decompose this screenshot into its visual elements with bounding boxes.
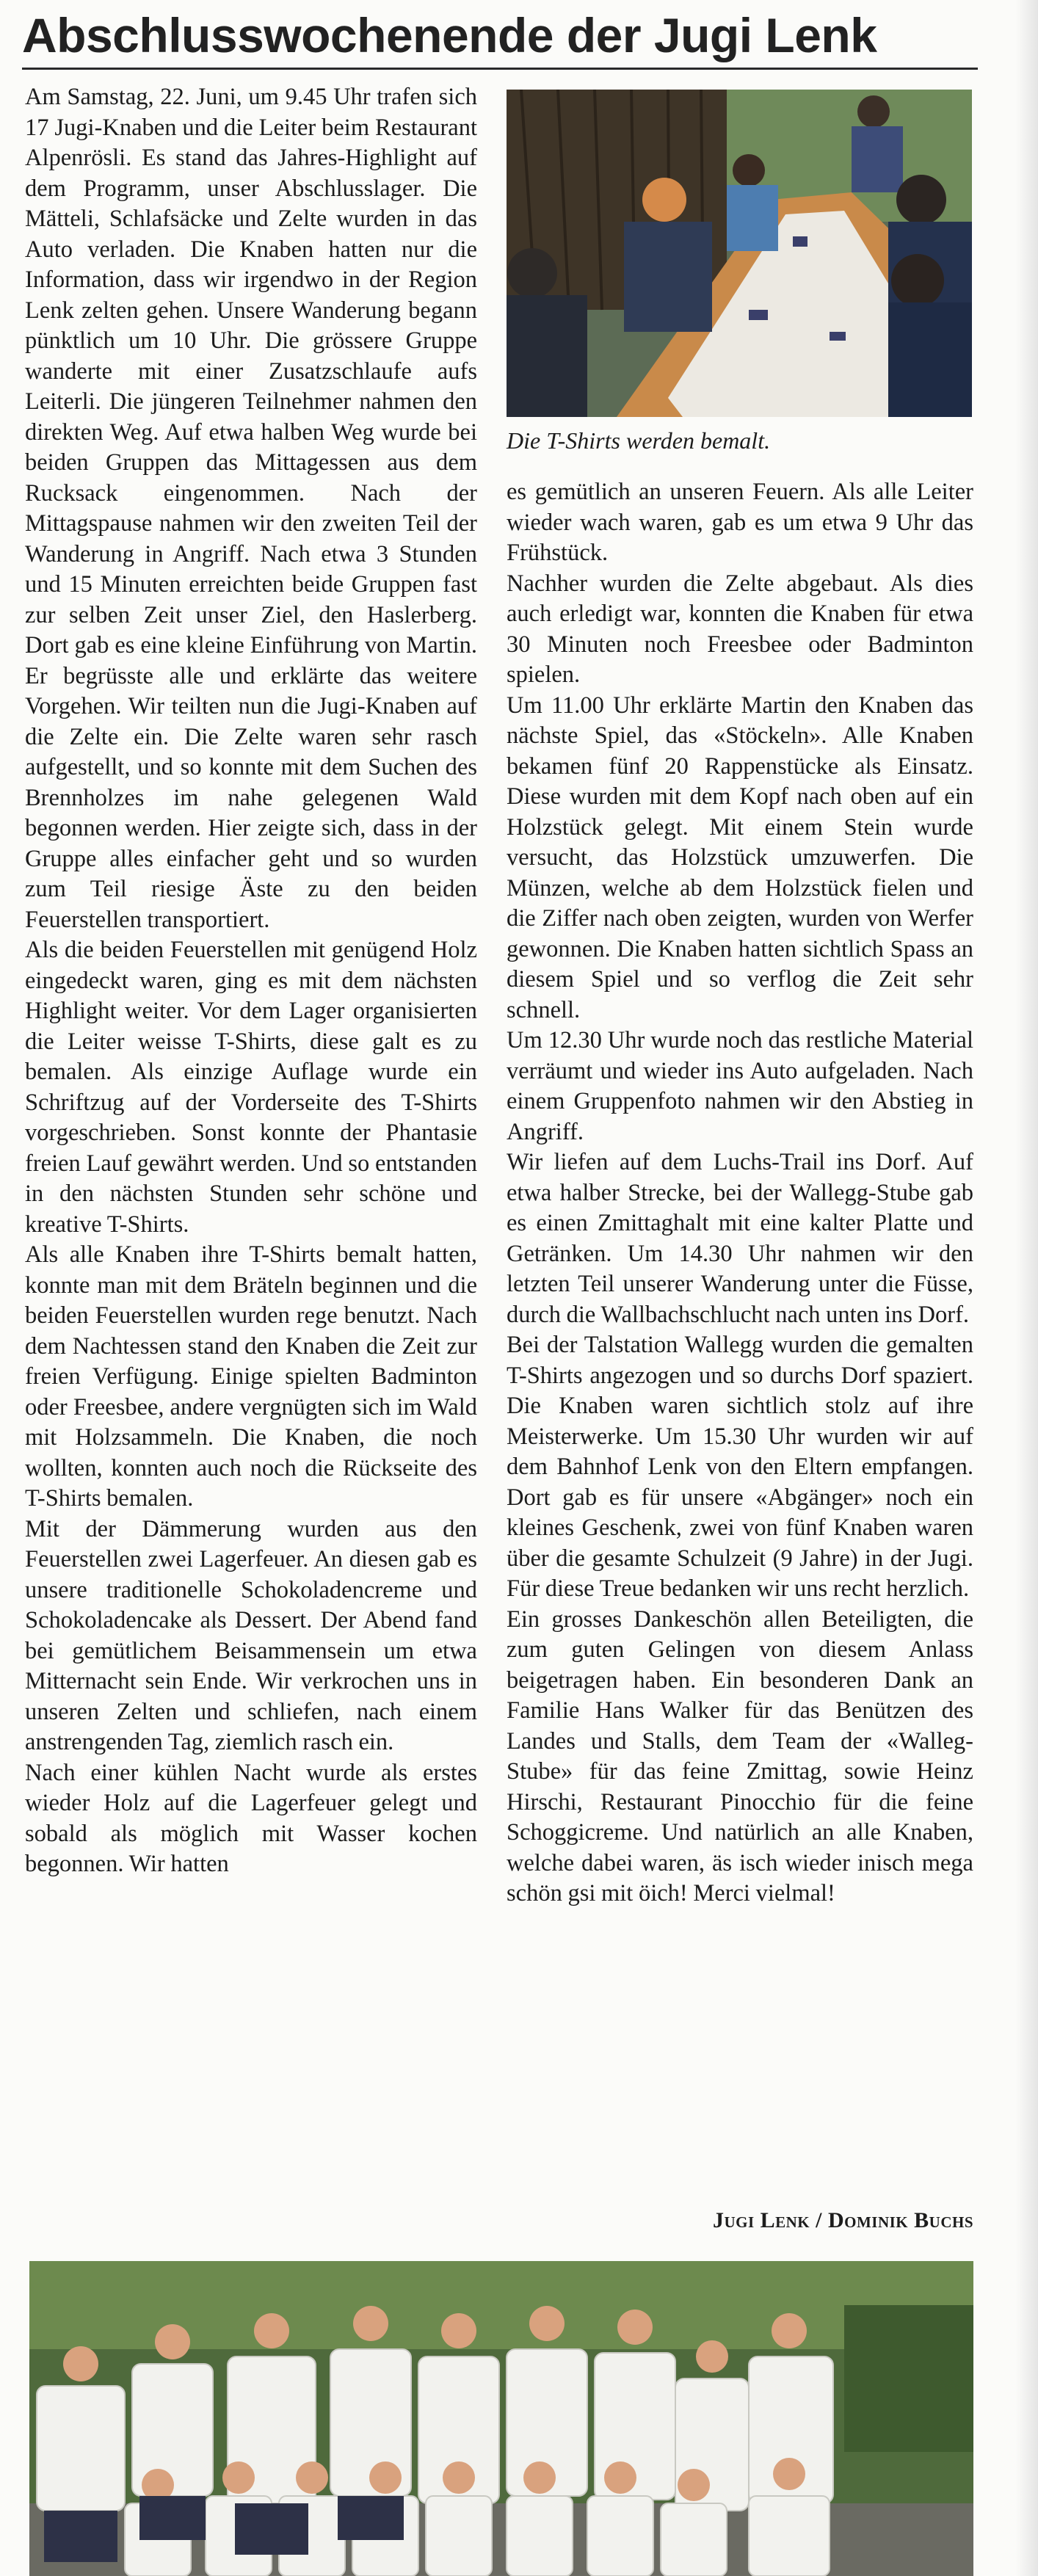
paragraph-closing: Ein grosses Dankeschön allen Beteiligten, die zum guten Gelingen von diesem Anlass beigetragen haben. Ein besonderen Dank an Familie Hans Walker für das Benützen des Landes und Stalls, dem Team der «Walleg-Stube» für das feine Zmittag, sowie Heinz Hirschi, Restaurant Pinocchio für die feine Schoggicreme. Und natürlich an alle Knaben, welche dabei waren, äs isch wieder inisch mega schön gsi mit öich! Merci vielmal!: [507, 1606, 973, 1906]
article-column-right: [507, 477, 973, 2195]
paragraph-right-1: es gemütlich an unseren Feuern. Als alle Leiter wieder wach waren, gab es um etwa 9 Uhr das Frühstück.: [507, 479, 973, 566]
paragraph-right-4: Um 12.30 Uhr wurde noch das restliche Material verräumt und wieder ins Auto aufgeladen. Nach einem Gruppenfoto nahmen wir den Abstieg in Angriff.: [507, 1027, 973, 1145]
article-credit: Jugi Lenk / Dominik Buchs: [712, 2208, 973, 2232]
paragraph-right-2: Nachher wurden die Zelte abgebaut. Als dies auch erledigt war, konnten die Knaben für etwa 30 Minuten noch Freesbee oder Badminton spielen.: [507, 570, 973, 688]
paragraph-right-3: Um 11.00 Uhr erklärte Martin den Knaben das nächste Spiel, das «Stöckeln». Alle Knaben bekamen fünf 20 Rappenstücke als Einsatz. Diese wurden mit dem Kopf nach oben auf ein Holzstück gelegt. Mit einem Stein wurde versucht, das Holzstück umzuwerfen. Die Münzen, welche ab dem Holzstück fielen und die Ziffer nach oben zeigten, wurden von Werfer gewonnen. Die Knaben hatten sichtlich Spass an diesem Spiel und so verflog die Zeit sehr schnell.: [507, 692, 973, 1023]
paragraph-left-2: Als die beiden Feuerstellen mit genügend Holz eingedeckt waren, ging es mit dem nächsten Highlight weiter. Vor dem Lager organisierten die Leiter weisse T-Shirts, diese galt es zu bemalen. Als einzige Auflage wurde ein Schriftzug auf der Vorderseite des T-Shirts vorgeschrieben. Sonst konnte der Phantasie freien Lauf gewährt werden. Und so entstanden in den nächsten Stunden sehr schöne und kreative T-Shirts.: [25, 937, 477, 1238]
paragraph-right-6: Bei der Talstation Wallegg wurden die gemalten T-Shirts angezogen und so durchs Dorf spaziert. Die Knaben waren sichtlich stolz auf ihre Meisterwerke. Um 15.30 Uhr wurden wir auf dem Bahnhof Lenk von den Eltern empfangen. Dort gab es für unsere «Abgänger» noch ein kleines Geschenk, zwei von fünf Knaben waren über die gesamte Schulzeit (9 Jahre) in der Jugi. Für diese Treue bedanken wir uns recht herzlich.: [507, 1332, 973, 1602]
paragraph-left-4: Mit der Dämmerung wurden aus den Feuerstellen zwei Lagerfeuer. An diesen gab es unsere traditionelle Schokoladencreme und Schokoladencake als Dessert. Der Abend fand bei gemütlichem Beisammensein um etwa Mitternacht sein Ende. Wir verkrochen uns in unseren Zelten und schliefen, nach einem anstrengenden Tag, ziemlich rasch ein.: [25, 1515, 477, 1755]
photo-group: [29, 2261, 973, 2576]
paragraph-right-5: Wir liefen auf dem Luchs-Trail ins Dorf. Auf etwa halber Strecke, bei der Wallegg-Stube gab es einen Zmittaghalt mit eine kalter Platte und Getränken. Um 14.30 Uhr nahmen wir den letzten Teil unserer Wanderung unter die Füsse, durch die Wallbachschlucht nach unten ins Dorf.: [507, 1149, 973, 1328]
paragraph-left-5: Nach einer kühlen Nacht wurde als erstes wieder Holz auf die Lagerfeuer gelegt und sobald als möglich mit Wasser kochen begonnen. Wir hatten: [25, 1759, 477, 1877]
page-edge-shadow: [1016, 0, 1038, 2576]
photo-caption: Die T-Shirts werden bemalt.: [507, 427, 771, 454]
article-title: Abschlusswochenende der Jugi Lenk: [22, 8, 877, 62]
paragraph-left-3: Als alle Knaben ihre T-Shirts bemalt hatten, konnte man mit dem Bräteln beginnen und die beiden Feuerstellen wurden rege benutzt. Nach dem Nachtessen stand den Knaben die Zeit zur freien Verfügung. Einige spielten Badminton oder Freesbee, andere vergnügten sich im Wald mit Holzsammeln. Die Knaben, die noch wollten, konnten auch noch die Rückseite des T-Shirts bemalen.: [25, 1241, 477, 1512]
photo-tshirt-painting: [507, 90, 972, 417]
article-column-left: [25, 82, 477, 2241]
paragraph-left-1: Am Samstag, 22. Juni, um 9.45 Uhr trafen sich 17 Jugi-Knaben und die Leiter beim Restaurant Alpenrösli. Es stand das Jahres-Highlight auf dem Programm, unser Abschlusslager. Die Mätteli, Schlafsäcke und Zelte wurden in das Auto verladen. Die Knaben hatten nur die Information, dass wir irgendwo in der Region Lenk zelten gehen. Unsere Wanderung begann pünktlich um 10 Uhr. Die grössere Gruppe wanderte mit einer Zusatzschlaufe aufs Leiterli. Die jüngeren Teilnehmer nahmen den direkten Weg. Auf etwa halben Weg wurde bei beiden Gruppen das Mittagessen aus dem Rucksack eingenommen. Nach der Mittagspause nahmen wir den zweiten Teil der Wanderung in Angriff. Nach etwa 3 Stunden und 15 Minuten erreichten beide Gruppen fast zur selben Zeit unser Ziel, den Haslerberg. Dort gab es eine kleine Einführung von Martin. Er begrüsste alle und erklärte das weitere Vorgehen. Wir teilten nun die Jugi-Knaben auf die Zelte ein. Die Zelte waren sehr rasch aufgestellt, und so konnte mit dem Suchen des Brennholzes im nahe gelegenen Wald begonnen werden. Hier zeigte sich, dass in der Gruppe alles einfacher geht und so wurden zum Teil riesige Äste zu den beiden Feuerstellen transportiert.: [25, 84, 477, 933]
title-rule: [22, 68, 978, 70]
